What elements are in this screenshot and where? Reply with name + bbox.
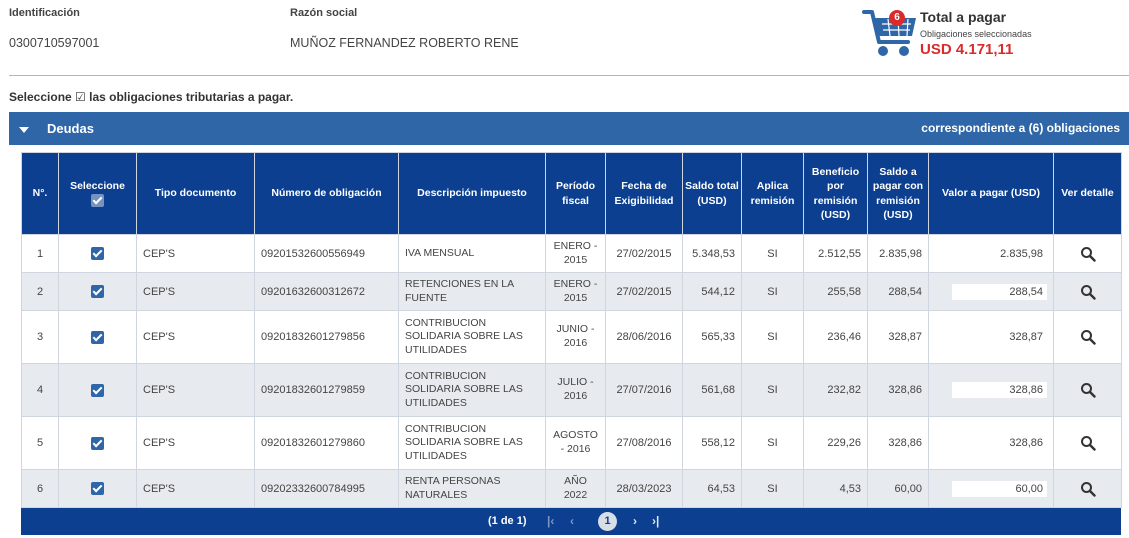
row-remission: SI bbox=[742, 235, 804, 273]
row-benefit: 255,58 bbox=[804, 273, 868, 311]
search-icon[interactable] bbox=[1080, 382, 1096, 398]
row-tax-description: IVA MENSUAL bbox=[399, 235, 546, 273]
table-row bbox=[22, 311, 1122, 364]
row-fiscal-period: AGOSTO - 2016 bbox=[546, 417, 606, 470]
row-obligation-number: 09201532600556949 bbox=[255, 235, 399, 273]
row-detail-cell bbox=[1054, 311, 1122, 364]
row-select-cell bbox=[59, 470, 137, 508]
row-remission: SI bbox=[742, 364, 804, 417]
row-balance-after: 288,54 bbox=[868, 273, 929, 311]
amount-to-pay-input[interactable]: 328,86 bbox=[952, 382, 1047, 398]
col-num: N°. bbox=[22, 153, 59, 235]
row-num: 3 bbox=[22, 311, 59, 364]
table-row bbox=[22, 417, 1122, 470]
row-due-date: 27/08/2016 bbox=[606, 417, 683, 470]
row-obligation-number: 09201832601279860 bbox=[255, 417, 399, 470]
row-balance-after: 328,87 bbox=[868, 311, 929, 364]
row-checkbox[interactable] bbox=[91, 247, 104, 260]
row-balance-after: 328,86 bbox=[868, 364, 929, 417]
row-obligation-number: 09201832601279856 bbox=[255, 311, 399, 364]
row-checkbox[interactable] bbox=[91, 285, 104, 298]
company-name-value: MUÑOZ FERNANDEZ ROBERTO RENE bbox=[290, 36, 519, 50]
col-total-balance: Saldo total (USD) bbox=[683, 153, 742, 235]
row-due-date: 27/02/2015 bbox=[606, 235, 683, 273]
row-due-date: 28/03/2023 bbox=[606, 470, 683, 508]
prev-page-button[interactable]: ‹ bbox=[570, 514, 574, 528]
row-benefit: 236,46 bbox=[804, 311, 868, 364]
row-total-balance: 5.348,53 bbox=[683, 235, 742, 273]
row-due-date: 28/06/2016 bbox=[606, 311, 683, 364]
row-doc-type: CEP'S bbox=[137, 417, 255, 470]
pagination-bar bbox=[21, 508, 1121, 535]
row-amount-to-pay-cell bbox=[929, 470, 1054, 508]
row-obligation-number: 09202332600784995 bbox=[255, 470, 399, 508]
row-num: 5 bbox=[22, 417, 59, 470]
row-fiscal-period: JUNIO - 2016 bbox=[546, 311, 606, 364]
col-fiscal-period: Período fiscal bbox=[546, 153, 606, 235]
row-due-date: 27/07/2016 bbox=[606, 364, 683, 417]
row-checkbox[interactable] bbox=[91, 384, 104, 397]
col-doc-type: Tipo documento bbox=[137, 153, 255, 235]
row-select-cell bbox=[59, 417, 137, 470]
col-due-date: Fecha de Exigibilidad bbox=[606, 153, 683, 235]
row-fiscal-period: ENERO - 2015 bbox=[546, 235, 606, 273]
row-benefit: 232,82 bbox=[804, 364, 868, 417]
search-icon[interactable] bbox=[1080, 284, 1096, 300]
table-row bbox=[22, 273, 1122, 311]
cart-count-badge: 6 bbox=[889, 10, 905, 26]
col-select bbox=[59, 153, 137, 235]
section-title: Deudas bbox=[47, 121, 94, 136]
page-1-button[interactable]: 1 bbox=[598, 512, 617, 531]
next-page-button[interactable]: › bbox=[633, 514, 637, 528]
total-title: Total a pagar bbox=[920, 9, 1007, 25]
row-amount-to-pay-cell bbox=[929, 417, 1054, 470]
row-num: 4 bbox=[22, 364, 59, 417]
row-checkbox[interactable] bbox=[91, 482, 104, 495]
row-detail-cell bbox=[1054, 470, 1122, 508]
row-total-balance: 558,12 bbox=[683, 417, 742, 470]
row-balance-after: 60,00 bbox=[868, 470, 929, 508]
row-remission: SI bbox=[742, 417, 804, 470]
row-obligation-number: 09201832601279859 bbox=[255, 364, 399, 417]
last-page-button[interactable]: ›| bbox=[652, 514, 660, 528]
section-count: correspondiente a (6) obligaciones bbox=[921, 121, 1120, 135]
row-fiscal-period: ENERO - 2015 bbox=[546, 273, 606, 311]
row-total-balance: 544,12 bbox=[683, 273, 742, 311]
search-icon[interactable] bbox=[1080, 329, 1096, 345]
row-amount-to-pay-cell bbox=[929, 235, 1054, 273]
col-benefit: Beneficio por remisión (USD) bbox=[804, 153, 868, 235]
row-select-cell bbox=[59, 235, 137, 273]
row-remission: SI bbox=[742, 470, 804, 508]
total-amount: USD 4.171,11 bbox=[920, 41, 1014, 58]
row-total-balance: 561,68 bbox=[683, 364, 742, 417]
col-select-label: Seleccione bbox=[70, 180, 125, 193]
row-tax-description: RENTA PERSONAS NATURALES bbox=[399, 470, 546, 508]
row-doc-type: CEP'S bbox=[137, 470, 255, 508]
row-detail-cell bbox=[1054, 235, 1122, 273]
col-detail: Ver detalle bbox=[1054, 153, 1122, 235]
table-row bbox=[22, 470, 1122, 508]
pagination-info: (1 de 1) bbox=[488, 515, 527, 527]
row-amount-to-pay-cell bbox=[929, 364, 1054, 417]
row-checkbox[interactable] bbox=[91, 437, 104, 450]
row-tax-description: CONTRIBUCION SOLIDARIA SOBRE LAS UTILIDADES bbox=[399, 364, 546, 417]
row-tax-description: CONTRIBUCION SOLIDARIA SOBRE LAS UTILIDADES bbox=[399, 417, 546, 470]
identification-label: Identificación bbox=[9, 7, 80, 19]
row-balance-after: 328,86 bbox=[868, 417, 929, 470]
row-benefit: 4,53 bbox=[804, 470, 868, 508]
table-row bbox=[22, 364, 1122, 417]
row-amount-to-pay-cell bbox=[929, 311, 1054, 364]
row-detail-cell bbox=[1054, 364, 1122, 417]
identification-value: 0300710597001 bbox=[9, 36, 100, 50]
first-page-button[interactable]: |‹ bbox=[547, 514, 555, 528]
row-doc-type: CEP'S bbox=[137, 273, 255, 311]
col-tax-description: Descripción impuesto bbox=[399, 153, 546, 235]
row-tax-description: CONTRIBUCION SOLIDARIA SOBRE LAS UTILIDADES bbox=[399, 311, 546, 364]
search-icon[interactable] bbox=[1080, 435, 1096, 451]
row-total-balance: 565,33 bbox=[683, 311, 742, 364]
row-num: 1 bbox=[22, 235, 59, 273]
col-obligation-number: Número de obligación bbox=[255, 153, 399, 235]
amount-to-pay-input[interactable]: 60,00 bbox=[952, 481, 1047, 497]
row-remission: SI bbox=[742, 273, 804, 311]
row-detail-cell bbox=[1054, 417, 1122, 470]
row-num: 6 bbox=[22, 470, 59, 508]
row-doc-type: CEP'S bbox=[137, 235, 255, 273]
table-header-row bbox=[22, 153, 1122, 235]
row-select-cell bbox=[59, 273, 137, 311]
row-amount-to-pay-cell bbox=[929, 273, 1054, 311]
amount-to-pay-input[interactable]: 328,86 bbox=[952, 435, 1047, 451]
divider bbox=[9, 75, 1129, 76]
row-select-cell bbox=[59, 311, 137, 364]
row-num: 2 bbox=[22, 273, 59, 311]
row-benefit: 229,26 bbox=[804, 417, 868, 470]
row-doc-type: CEP'S bbox=[137, 364, 255, 417]
row-checkbox[interactable] bbox=[91, 331, 104, 344]
row-obligation-number: 09201632600312672 bbox=[255, 273, 399, 311]
row-due-date: 27/02/2015 bbox=[606, 273, 683, 311]
col-amount-to-pay: Valor a pagar (USD) bbox=[929, 153, 1054, 235]
row-tax-description: RETENCIONES EN LA FUENTE bbox=[399, 273, 546, 311]
total-subtitle: Obligaciones seleccionadas bbox=[920, 29, 1032, 39]
row-benefit: 2.512,55 bbox=[804, 235, 868, 273]
search-icon[interactable] bbox=[1080, 481, 1096, 497]
row-total-balance: 64,53 bbox=[683, 470, 742, 508]
row-detail-cell bbox=[1054, 273, 1122, 311]
collapse-caret-icon[interactable] bbox=[19, 127, 29, 133]
amount-to-pay-input[interactable]: 2.835,98 bbox=[952, 246, 1047, 262]
obligations-table bbox=[21, 152, 1122, 508]
amount-to-pay-input[interactable]: 328,87 bbox=[952, 329, 1047, 345]
table-row bbox=[22, 235, 1122, 273]
row-doc-type: CEP'S bbox=[137, 311, 255, 364]
row-remission: SI bbox=[742, 311, 804, 364]
row-balance-after: 2.835,98 bbox=[868, 235, 929, 273]
select-all-checkbox[interactable] bbox=[91, 194, 104, 207]
debts-section-header[interactable] bbox=[9, 112, 1129, 145]
row-fiscal-period: JULIO - 2016 bbox=[546, 364, 606, 417]
col-balance-after: Saldo a pagar con remisión (USD) bbox=[868, 153, 929, 235]
search-icon[interactable] bbox=[1080, 246, 1096, 262]
row-fiscal-period: AÑO 2022 bbox=[546, 470, 606, 508]
company-name-label: Razón social bbox=[290, 7, 358, 19]
instruction-text: Seleccione ☑ las obligaciones tributarias a pagar. bbox=[9, 90, 294, 104]
row-select-cell bbox=[59, 364, 137, 417]
col-remission: Aplica remisión bbox=[742, 153, 804, 235]
amount-to-pay-input[interactable]: 288,54 bbox=[952, 284, 1047, 300]
